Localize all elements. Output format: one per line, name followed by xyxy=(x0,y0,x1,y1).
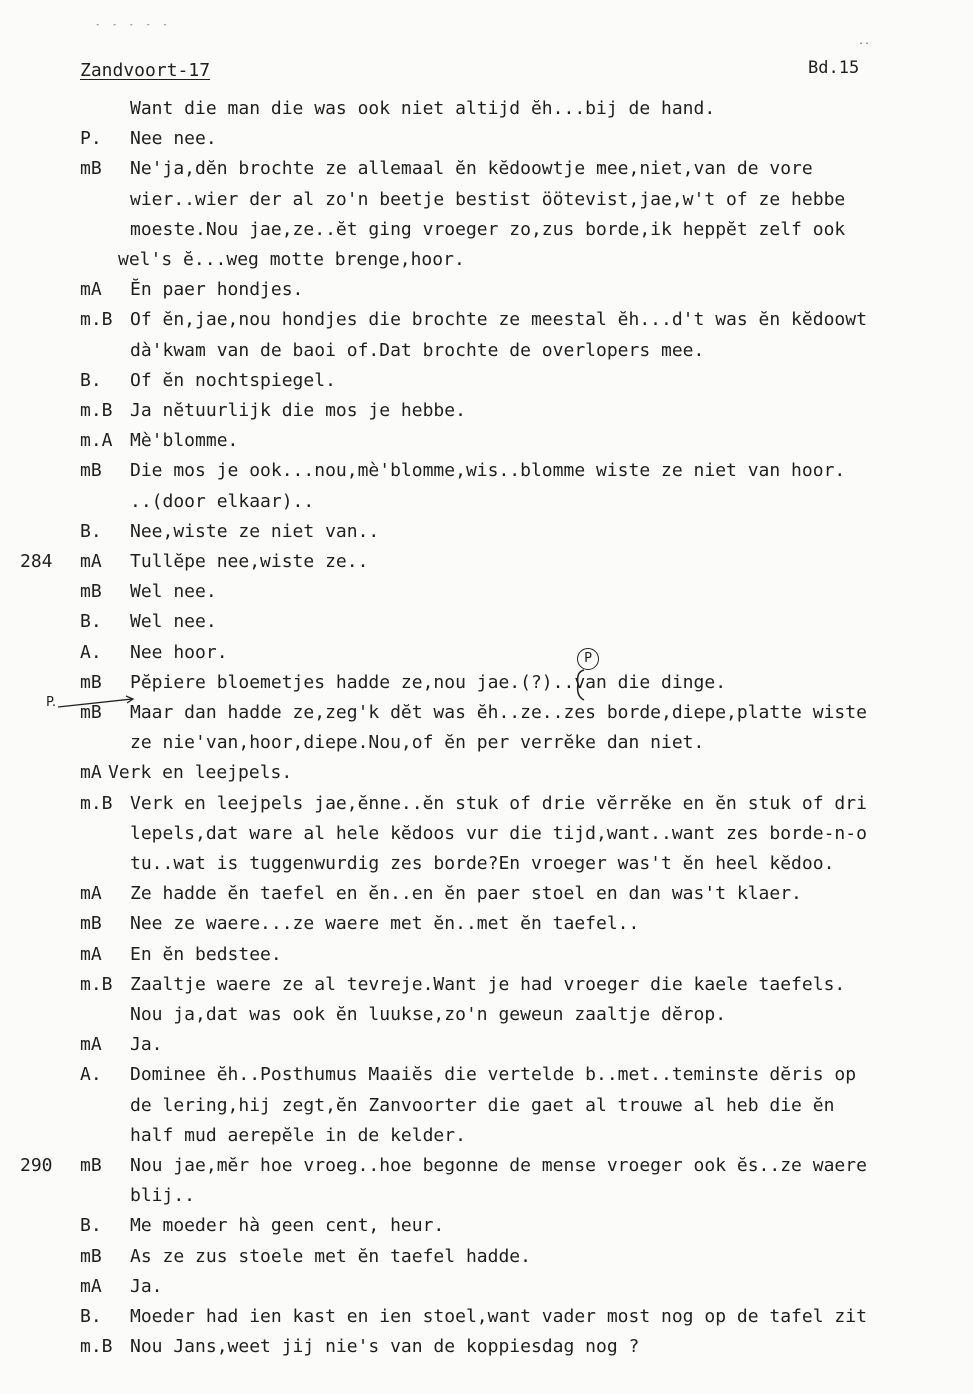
line-text: dà'kwam van de baoi of.Dat brochte de overlopers mee. xyxy=(130,339,705,361)
line-text: Verk en leejpels jae,ĕnne..ĕn stuk of drie vĕrrĕke en ĕn stuk of dri xyxy=(130,792,867,814)
line-text: Ĕn paer hondjes. xyxy=(130,279,304,301)
line-text: Wel nee. xyxy=(130,581,217,603)
line-number: 290 xyxy=(20,1155,53,1176)
speaker-label: m.B xyxy=(80,1336,113,1358)
speaker-label: m.B xyxy=(80,792,113,814)
line-text: Me moeder hà geen cent, heur. xyxy=(130,1215,445,1237)
speaker-label: m.B xyxy=(80,973,113,995)
line-text: Nou ja,dat was ook ĕn luukse,zo'n geweun zaaltje dĕrop. xyxy=(130,1004,727,1025)
line-text: Nee ze waere...ze waere met ĕn..met ĕn taefel.. xyxy=(130,913,640,935)
speaker-label: mA xyxy=(80,1034,102,1056)
speaker-label: mB xyxy=(80,702,102,723)
line-text: Want die man die was ook niet altijd ĕh...bij de hand. xyxy=(130,98,716,119)
speaker-label: mB xyxy=(80,158,102,180)
speaker-label: mB xyxy=(80,913,102,935)
line-text: Zaaltje waere ze al tevreje.Want je had vroeger die kaele taefels. xyxy=(130,973,846,995)
speaker-label: A. xyxy=(80,641,102,663)
speaker-label: mA xyxy=(80,551,102,572)
line-text: Ze hadde ĕn taefel en ĕn..en ĕn paer stoel en dan was't klaer. xyxy=(130,883,802,905)
line-text: lepels,dat ware al hele kĕdoos vur die tijd,want..want zes borde-n-o xyxy=(130,822,867,844)
line-text: En ĕn bedstee. xyxy=(130,943,282,965)
speaker-label: m.A xyxy=(80,430,113,452)
scan-artifact-marks: - - - - - xyxy=(95,20,171,30)
line-text: Wel nee. xyxy=(130,611,217,633)
line-text: blij.. xyxy=(130,1185,196,1207)
bracket-mark xyxy=(572,668,586,702)
speaker-label: A. xyxy=(80,1064,102,1086)
speaker-label: mA xyxy=(80,883,102,905)
line-text: ze nie'van,hoor,diepe.Nou,of ĕn per verrĕke dan niet. xyxy=(130,732,705,754)
speaker-label: P. xyxy=(80,128,102,150)
speaker-label: m.B xyxy=(80,309,113,331)
line-text: Of ĕn,jae,nou hondjes die brochte ze meestal ĕh...d't was ĕn kĕdoowt xyxy=(130,309,867,331)
line-text: Dominee ĕh..Posthumus Maaiĕs die vertelde b..met..teminste dĕris op xyxy=(130,1064,857,1086)
line-text: wel's ĕ...weg motte brenge,hoor. xyxy=(118,249,465,270)
speaker-label: mB xyxy=(80,671,102,693)
document-id: Zandvoort-17 xyxy=(80,60,211,81)
scan-artifact-dash: .. xyxy=(858,36,871,47)
volume-number: Bd.15 xyxy=(808,58,860,78)
line-text: Maar dan hadde ze,zeg'k dĕt was ĕh..ze..zes borde,diepe,platte wiste xyxy=(130,702,867,723)
line-text: Nee nee. xyxy=(130,128,217,150)
margin-arrow xyxy=(56,695,136,713)
circled-annotation: P xyxy=(577,648,599,670)
speaker-label: mA xyxy=(80,762,102,784)
line-text: As ze zus stoele met ĕn taefel hadde. xyxy=(130,1245,531,1267)
line-text: Pĕpiere bloemetjes hadde ze,nou jae.(?)..van die dinge. xyxy=(130,671,727,693)
speaker-label: B. xyxy=(80,1215,102,1237)
speaker-label: B. xyxy=(80,611,102,633)
speaker-label: B. xyxy=(80,369,102,391)
line-text: wier..wier der al zo'n beetje bestist öötevist,jae,w't of ze hebbe xyxy=(130,188,846,210)
line-text: half mud aerepĕle in de kelder. xyxy=(130,1124,466,1146)
line-text: Ne'ja,dĕn brochte ze allemaal ĕn kĕdoowtje mee,niet,van de vore xyxy=(130,158,813,180)
speaker-label: mB xyxy=(80,1245,102,1267)
line-text: Nou jae,mĕr hoe vroeg..hoe begonne de mense vroeger ook ĕs..ze waere xyxy=(130,1155,867,1176)
speaker-label: mB xyxy=(80,460,102,482)
speaker-label: m.B xyxy=(80,400,113,421)
line-text: Nee,wiste ze niet van.. xyxy=(130,520,380,542)
line-number: 284 xyxy=(20,551,53,572)
speaker-label: mA xyxy=(80,279,102,301)
line-text: Ja. xyxy=(130,1275,163,1297)
speaker-label: mB xyxy=(80,581,102,603)
speaker-label: mA xyxy=(80,1275,102,1297)
line-text: Of ĕn nochtspiegel. xyxy=(130,369,336,391)
speaker-label: mB xyxy=(80,1155,102,1176)
line-text: Mè'blomme. xyxy=(130,430,239,452)
line-text: Nee hoor. xyxy=(130,641,228,663)
line-text: Tullĕpe nee,wiste ze.. xyxy=(130,551,369,572)
line-text: ..(door elkaar).. xyxy=(130,490,315,512)
line-text: de lering,hij zegt,ĕn Zanvoorter die gaet al trouwe al heb die ĕn xyxy=(130,1094,835,1116)
line-text: Ja nĕtuurlijk die mos je hebbe. xyxy=(130,400,466,421)
line-text: Verk en leejpels. xyxy=(108,762,293,784)
line-text: Moeder had ien kast en ien stoel,want vader most nog op de tafel zit xyxy=(130,1306,867,1327)
line-text: Nou Jans,weet jij nie's van de koppiesdag nog ? xyxy=(130,1336,640,1358)
speaker-label: B. xyxy=(80,1306,102,1327)
margin-annotation: P. xyxy=(46,695,56,710)
line-text: Ja. xyxy=(130,1034,163,1056)
speaker-label: B. xyxy=(80,520,102,542)
line-text: Die mos je ook...nou,mè'blomme,wis..blomme wiste ze niet van hoor. xyxy=(130,460,846,482)
line-text: tu..wat is tuggenwurdig zes borde?En vroeger was't ĕn heel kĕdoo. xyxy=(130,853,835,874)
line-text: moeste.Nou jae,ze..ĕt ging vroeger zo,zus borde,ik heppĕt zelf ook xyxy=(130,218,846,240)
speaker-label: mA xyxy=(80,943,102,965)
